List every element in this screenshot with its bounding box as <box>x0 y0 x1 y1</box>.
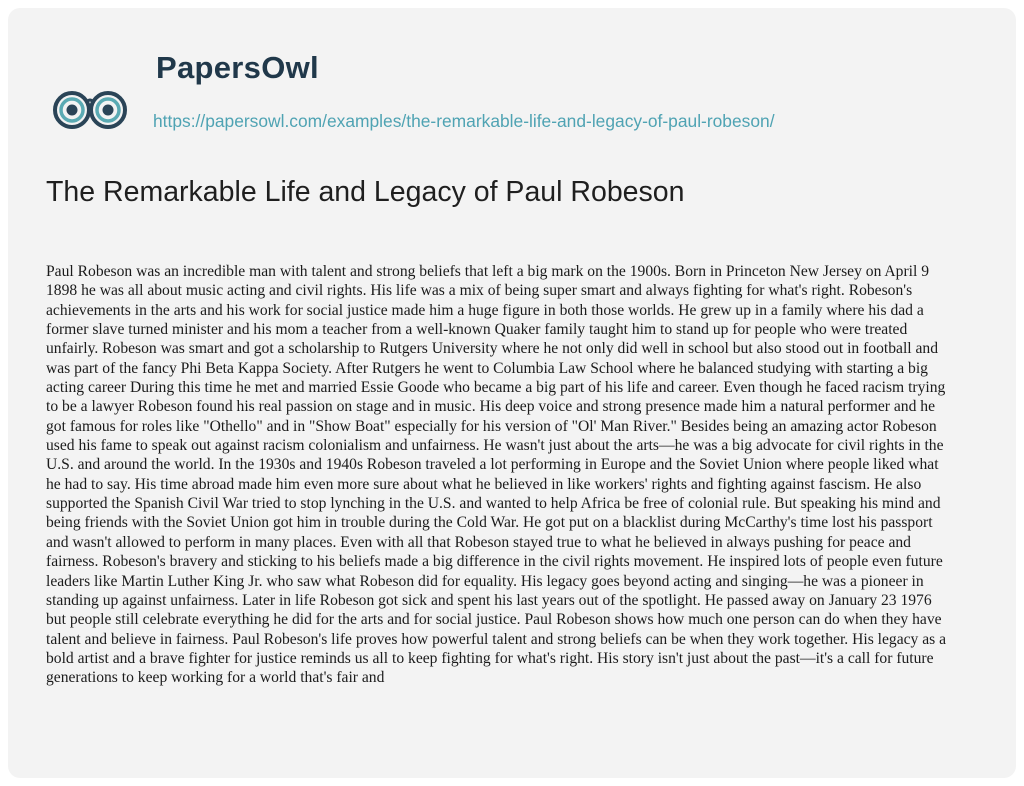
article-line: Paul Robeson was an incredible man with talent and strong beliefs that left a big mark on the 1900s. Born in Princeton New Jersey on April 9 <box>46 263 930 280</box>
article-line: being friends with the Soviet Union got him in trouble during the Cold War. He got put on a blacklist during McCarthy's time lost his passport <box>46 514 933 532</box>
article-line: generations to keep working for a world that's fair and <box>46 669 385 687</box>
article-line: U.S. and around the world. In the 1930s and 1940s Robeson traveled a lot performing in Europe and the Soviet Union where people liked what <box>46 456 939 474</box>
owl-eyes-logo-icon[interactable] <box>50 70 130 150</box>
article-line: and wasn't allowed to perform in many places. Even with all that Robeson stayed true to what he believed in always pushing for peace and <box>46 533 911 551</box>
source-url-link[interactable]: https://papersowl.com/examples/the-remarkable-life-and-legacy-of-paul-robeson/ <box>153 111 775 131</box>
brand-name[interactable]: PapersOwl <box>156 50 319 85</box>
page-frame <box>8 8 1016 778</box>
article-line: talent and believe in fairness. Paul Robeson's life proves how powerful talent and strong beliefs can be when they work together. His legacy as a <box>46 630 947 648</box>
article-line: fairness. Robeson's bravery and sticking to his beliefs made a big difference in the civil rights movement. He inspired lots of people even future <box>46 553 943 571</box>
article-line: but people still celebrate everything he did for the arts and for social justice. Paul Robeson shows how much one person can do when they have <box>46 611 942 629</box>
article-line: acting career During this time he met and married Essie Goode who became a big part of his life and career. Even though he faced racism trying <box>46 379 946 397</box>
article-line: bold artist and a brave fighter for justice reminds us all to keep fighting for what's right. His story isn't just about the past—it's a call for future <box>46 649 934 667</box>
article-line: used his fame to speak out against racism colonialism and unfairness. He wasn't just about the arts—he was a big advocate for civil rights in the <box>46 437 944 455</box>
article-line: unfairly. Robeson was smart and got a scholarship to Rutgers University where he not only did well in school but also stood out in football and <box>46 340 939 358</box>
article-line: got famous for roles like "Othello" and in "Show Boat" especially for his version of "Ol' Man River." Besides being an amazing actor Robeson <box>46 417 937 435</box>
article-line: achievements in the arts and his work for social justice made him a huge figure in both those worlds. He grew up in a family where his dad a <box>46 301 924 319</box>
article-line: supported the Spanish Civil War tried to stop lynching in the U.S. and wanted to help Africa be free of colonial rule. But speaking his mind and <box>46 495 941 513</box>
article-line: leaders like Martin Luther King Jr. who saw what Robeson did for equality. His legacy goes beyond acting and singing—he was a pioneer in <box>46 572 924 590</box>
article-line: 1898 he was all about music acting and civil rights. His life was a mix of being super smart and always fighting for what's right. Robeson's <box>46 282 913 300</box>
article-line: standing up against unfairness. Later in life Robeson got sick and spent his last years out of the spotlight. He passed away on January 23 1976 <box>46 591 932 609</box>
article-line: former slave turned minister and his mom a teacher from a well-known Quaker family taught him to stand up for people who were treated <box>46 321 908 339</box>
site-header <box>8 8 1016 156</box>
article-line: was part of the fancy Phi Beta Kappa Society. After Rutgers he went to Columbia Law School where he balanced studying with starting a big <box>46 359 928 377</box>
article-line: to be a lawyer Robeson found his real passion on stage and in music. His deep voice and strong presence made him a natural performer and he <box>46 398 936 416</box>
article-body <box>46 262 994 688</box>
article-line: he had to say. His time abroad made him even more sure about what he believed in like workers' rights and fighting against fascism. He also <box>46 475 922 493</box>
article-title: The Remarkable Life and Legacy of Paul Robeson <box>46 176 685 208</box>
